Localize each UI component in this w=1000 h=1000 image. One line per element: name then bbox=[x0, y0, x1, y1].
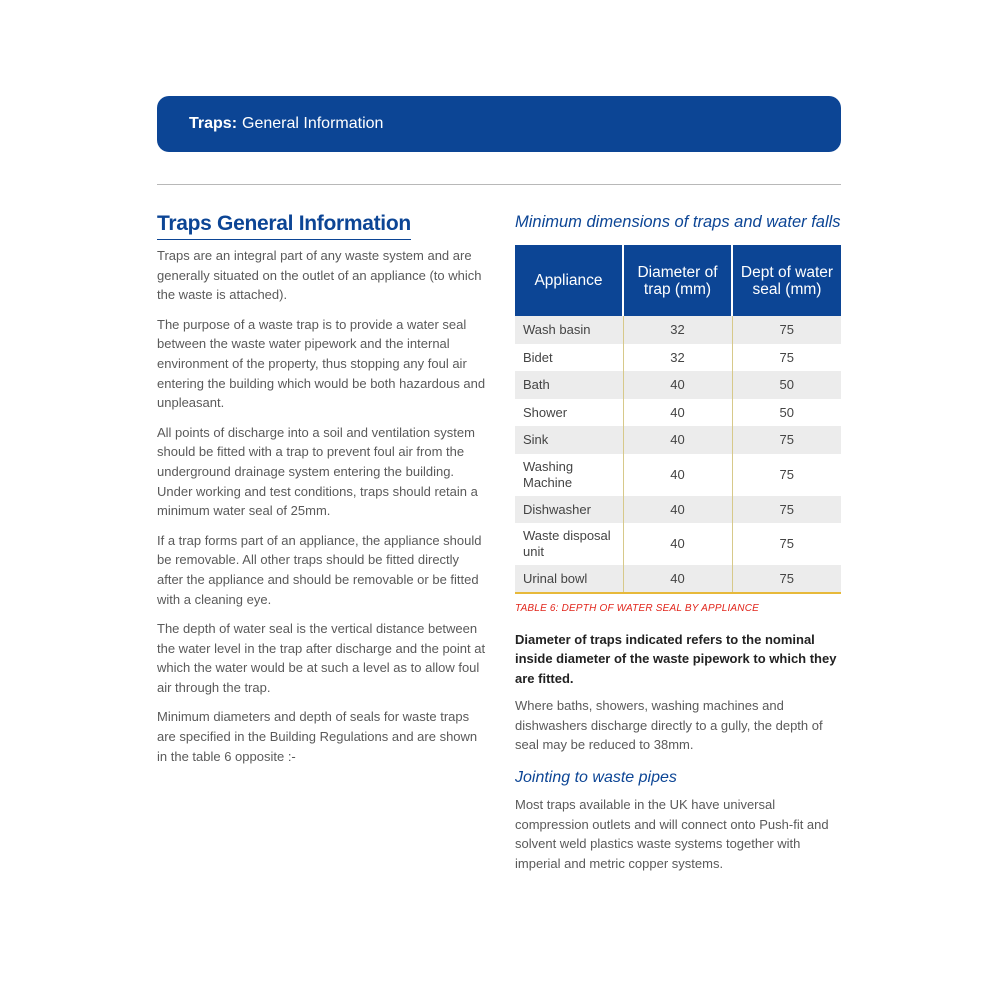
column-header-diameter: Diameter of trap (mm) bbox=[623, 245, 732, 316]
cell-seal-depth: 75 bbox=[732, 454, 841, 496]
column-header-appliance: Appliance bbox=[515, 245, 623, 316]
table-row bbox=[515, 523, 841, 565]
banner-title-bold: Traps: bbox=[189, 115, 238, 132]
left-column bbox=[157, 212, 487, 776]
paragraph: Traps are an integral part of any waste system and are generally situated on the outlet of an appliance (to which the waste is attached). bbox=[157, 248, 482, 303]
cell-diameter: 32 bbox=[623, 344, 732, 372]
trap-dimensions-table bbox=[515, 245, 841, 594]
cell-diameter: 40 bbox=[623, 523, 732, 565]
note-bold: Diameter of traps indicated refers to the nominal inside diameter of the waste pipework to which they are fitted. bbox=[515, 631, 837, 686]
cell-diameter: 40 bbox=[623, 399, 732, 427]
table-row bbox=[515, 565, 841, 593]
cell-seal-depth: 75 bbox=[732, 426, 841, 454]
cell-seal-depth: 75 bbox=[732, 316, 841, 344]
cell-diameter: 40 bbox=[623, 371, 732, 399]
cell-appliance: Waste disposal unit bbox=[515, 523, 623, 565]
right-column bbox=[515, 212, 845, 881]
table-row bbox=[515, 496, 841, 524]
cell-appliance: Wash basin bbox=[515, 316, 623, 344]
paragraph: Minimum diameters and depth of seals for waste traps are specified in the Building Regulations and are shown in the table 6 opposite :- bbox=[157, 709, 478, 764]
jointing-heading: Jointing to waste pipes bbox=[515, 769, 677, 787]
table-row bbox=[515, 344, 841, 372]
divider bbox=[157, 184, 841, 185]
cell-appliance: Urinal bowl bbox=[515, 565, 623, 593]
table-row bbox=[515, 399, 841, 427]
table-row bbox=[515, 454, 841, 496]
cell-seal-depth: 75 bbox=[732, 523, 841, 565]
table-row bbox=[515, 371, 841, 399]
cell-diameter: 40 bbox=[623, 454, 732, 496]
cell-diameter: 40 bbox=[623, 565, 732, 593]
table-caption: TABLE 6: DEPTH OF WATER SEAL BY APPLIANCE bbox=[515, 602, 760, 614]
cell-diameter: 32 bbox=[623, 316, 732, 344]
cell-appliance: Bath bbox=[515, 371, 623, 399]
banner-title: General Information bbox=[242, 115, 384, 132]
cell-seal-depth: 75 bbox=[732, 565, 841, 593]
paragraph: All points of discharge into a soil and ventilation system should be fitted with a trap to prevent foul air from the underground drainage system entering the building. Under working and test conditions, traps should retain a minimum water seal of 25mm. bbox=[157, 424, 478, 519]
note-paragraph: Where baths, showers, washing machines and dishwashers discharge directly to a gully, the depth of seal may be reduced to 38mm. bbox=[515, 698, 823, 753]
paragraph: The depth of water seal is the vertical distance between the water level in the trap after discharge and the point at which the water would be at such a level as to allow foul air through the trap. bbox=[157, 621, 486, 695]
table-row bbox=[515, 316, 841, 344]
cell-appliance: Sink bbox=[515, 426, 623, 454]
cell-appliance: Bidet bbox=[515, 344, 623, 372]
cell-diameter: 40 bbox=[623, 426, 732, 454]
cell-appliance: Washing Machine bbox=[515, 454, 623, 496]
cell-appliance: Dishwasher bbox=[515, 496, 623, 524]
paragraph: The purpose of a waste trap is to provide a water seal between the waste water pipework and the internal environment of the property, thus stopping any foul air entering the building which would be both hazardous and unpleasant. bbox=[157, 316, 486, 411]
section-heading: Traps General Information bbox=[157, 212, 411, 240]
cell-appliance: Shower bbox=[515, 399, 623, 427]
cell-diameter: 40 bbox=[623, 496, 732, 524]
cell-seal-depth: 75 bbox=[732, 496, 841, 524]
cell-seal-depth: 50 bbox=[732, 371, 841, 399]
column-header-seal-depth: Dept of water seal (mm) bbox=[732, 245, 841, 316]
jointing-paragraph: Most traps available in the UK have universal compression outlets and will connect onto Push-fit and solvent weld plastics waste systems together with imperial and metric copper systems. bbox=[515, 797, 829, 871]
table-row bbox=[515, 426, 841, 454]
table-header-row bbox=[515, 245, 841, 316]
table-title: Minimum dimensions of traps and water falls bbox=[515, 213, 841, 231]
paragraph: If a trap forms part of an appliance, the appliance should be removable. All other traps should be fitted directly after the appliance and should be removable or be fitted with a cleaning eye. bbox=[157, 532, 482, 607]
header-banner bbox=[157, 96, 841, 152]
cell-seal-depth: 50 bbox=[732, 399, 841, 427]
cell-seal-depth: 75 bbox=[732, 344, 841, 372]
